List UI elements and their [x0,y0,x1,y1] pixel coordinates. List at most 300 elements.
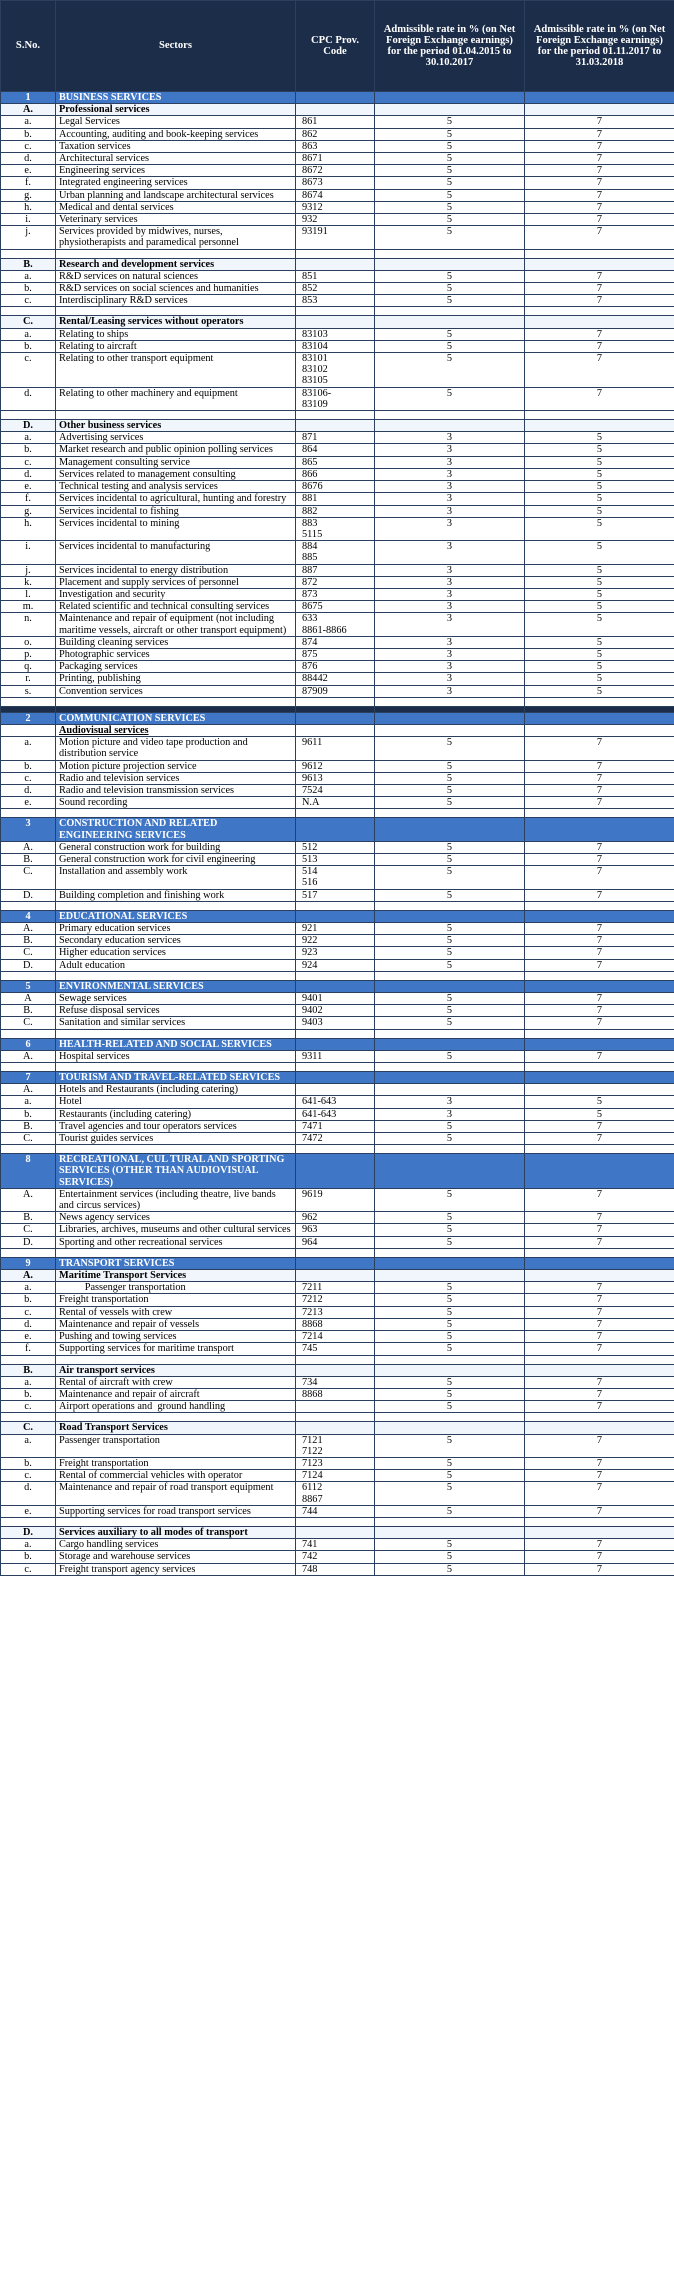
empty-cell [296,1422,375,1434]
row-sno: h. [1,201,56,213]
row-rate-2017-2018: 7 [525,226,674,249]
row-sno: a. [1,1539,56,1551]
row-rate-2015-2017: 3 [375,601,525,613]
row-rate-2017-2018: 5 [525,613,674,636]
spacer-cell [296,971,375,980]
spacer-cell [296,411,375,420]
row-rate-2015-2017: 3 [375,481,525,493]
table-row [1,456,674,468]
spacer-cell [296,1517,375,1526]
row-rate-2017-2018: 5 [525,636,674,648]
table-row [1,387,674,410]
empty-cell [296,92,375,104]
row-sector: Libraries, archives, museums and other cultural services [56,1224,296,1236]
row-sno: C. [1,1224,56,1236]
table-row [1,1005,674,1017]
row-cpc-code: 887 [296,564,375,576]
spacer-row [1,307,674,316]
row-rate-2017-2018: 7 [525,853,674,865]
spacer-cell [525,1063,674,1072]
section-title: TOURISM AND TRAVEL-RELATED SERVICES [56,1072,296,1084]
row-sno: s. [1,685,56,697]
row-sno: B. [1,1364,56,1376]
subsection-title: Road Transport Services [56,1422,296,1434]
row-cpc-code: 923 [296,947,375,959]
empty-cell [296,1257,375,1269]
spacer-cell [296,697,375,706]
row-rate-2015-2017: 3 [375,673,525,685]
row-sector: Freight transportation [56,1294,296,1306]
row-sno: g. [1,189,56,201]
row-rate-2017-2018: 7 [525,784,674,796]
row-cpc-code: 641-643 [296,1096,375,1108]
spacer-cell [56,249,296,258]
subsection-row [1,1422,674,1434]
row-sno: g. [1,505,56,517]
row-sno: b. [1,1457,56,1469]
row-rate-2015-2017: 5 [375,1376,525,1388]
subsection-title: Air transport services [56,1364,296,1376]
row-rate-2015-2017: 5 [375,1306,525,1318]
row-cpc-code: 8675 [296,601,375,613]
row-rate-2015-2017: 5 [375,270,525,282]
subsection-row [1,316,674,328]
row-sector: Medical and dental services [56,201,296,213]
row-sector: Building cleaning services [56,636,296,648]
empty-cell [375,316,525,328]
table-row [1,493,674,505]
spacer-cell [525,971,674,980]
row-cpc-code: 513 [296,853,375,865]
spacer-cell [1,1517,56,1526]
row-sector: Market research and public opinion polling services [56,444,296,456]
row-sno: 5 [1,980,56,992]
row-rate-2015-2017: 5 [375,1388,525,1400]
row-sno: h. [1,517,56,540]
row-rate-2015-2017: 3 [375,636,525,648]
empty-cell [525,104,674,116]
row-sector: Cargo handling services [56,1539,296,1551]
row-sector: Placement and supply services of personnel [56,576,296,588]
row-cpc-code: 741 [296,1539,375,1551]
empty-cell [525,258,674,270]
row-rate-2017-2018: 7 [525,1306,674,1318]
row-cpc-code: 871 [296,432,375,444]
empty-cell [375,1422,525,1434]
row-cpc-code: 512 [296,841,375,853]
row-sno: r. [1,673,56,685]
row-cpc-code: 8676 [296,481,375,493]
table-row [1,576,674,588]
row-sno: b. [1,444,56,456]
row-rate-2017-2018: 7 [525,128,674,140]
row-rate-2017-2018: 5 [525,673,674,685]
subsection-row [1,104,674,116]
spacer-cell [525,901,674,910]
row-rate-2015-2017: 5 [375,1343,525,1355]
empty-cell [375,1154,525,1189]
row-rate-2015-2017: 5 [375,165,525,177]
row-sno: e. [1,1505,56,1517]
row-cpc-code: 8672 [296,165,375,177]
row-sno: b. [1,1388,56,1400]
row-sector: Hotels and Restaurants (including catering) [56,1084,296,1096]
row-sector: Integrated engineering services [56,177,296,189]
empty-cell [525,818,674,841]
row-rate-2017-2018: 7 [525,1188,674,1211]
row-sector: Hospital services [56,1050,296,1062]
table-row [1,889,674,901]
row-sno: a. [1,328,56,340]
row-rate-2017-2018 [525,1084,674,1096]
spacer-cell [56,1248,296,1257]
row-rate-2015-2017: 5 [375,1120,525,1132]
row-sno: c. [1,295,56,307]
spacer-cell [1,1248,56,1257]
spacer-cell [375,809,525,818]
row-sector: Architectural services [56,153,296,165]
table-row [1,153,674,165]
row-rate-2017-2018: 7 [525,201,674,213]
row-sno: d. [1,153,56,165]
row-sector: R&D services on social sciences and humanities [56,283,296,295]
empty-cell [375,712,525,724]
row-sector: Relating to other machinery and equipment [56,387,296,410]
header-sectors: Sectors [56,1,296,92]
empty-cell [296,818,375,841]
empty-cell [525,1422,674,1434]
row-sno: p. [1,648,56,660]
table-row [1,140,674,152]
row-rate-2015-2017: 5 [375,1457,525,1469]
row-sno: C. [1,947,56,959]
spacer-row [1,249,674,258]
section-title: EDUCATIONAL SERVICES [56,910,296,922]
row-rate-2017-2018: 7 [525,935,674,947]
row-sno: d. [1,1482,56,1505]
spacer-cell [525,809,674,818]
row-sno: 8 [1,1154,56,1189]
row-sno: 6 [1,1038,56,1050]
row-cpc-code: 9402 [296,1005,375,1017]
row-cpc-code: 6112 8867 [296,1482,375,1505]
table-row [1,1318,674,1330]
row-rate-2017-2018: 7 [525,1120,674,1132]
row-sno: D. [1,1526,56,1538]
row-rate-2017-2018: 5 [525,517,674,540]
row-cpc-code [296,1084,375,1096]
row-rate-2015-2017: 3 [375,456,525,468]
row-sector: Travel agencies and tour operators services [56,1120,296,1132]
row-cpc-code [296,1401,375,1413]
table-row [1,353,674,388]
row-rate-2015-2017: 3 [375,517,525,540]
row-sector: Radio and television services [56,772,296,784]
row-sector: Services incidental to agricultural, hunting and forestry [56,493,296,505]
row-sector: Hotel [56,1096,296,1108]
row-sno: d. [1,468,56,480]
spacer-cell [56,1063,296,1072]
row-rate-2017-2018: 5 [525,505,674,517]
table-row [1,1120,674,1132]
empty-cell [296,258,375,270]
row-cpc-code: 8868 [296,1318,375,1330]
row-rate-2015-2017: 5 [375,760,525,772]
row-sector: Primary education services [56,923,296,935]
row-sno: a. [1,1434,56,1457]
row-sno: c. [1,456,56,468]
spacer-row [1,1517,674,1526]
row-rate-2015-2017: 5 [375,935,525,947]
row-rate-2015-2017: 3 [375,661,525,673]
row-rate-2015-2017: 5 [375,340,525,352]
table-row [1,1306,674,1318]
table-row [1,1236,674,1248]
empty-cell [375,1526,525,1538]
row-rate-2017-2018: 5 [525,1108,674,1120]
row-sno: A. [1,1050,56,1062]
row-cpc-code: 873 [296,588,375,600]
row-rate-2015-2017: 5 [375,1434,525,1457]
row-sector: General construction work for building [56,841,296,853]
spacer-cell [375,901,525,910]
subsection-title: Research and development services [56,258,296,270]
row-cpc-code: 9312 [296,201,375,213]
row-sno: n. [1,613,56,636]
empty-cell [296,1038,375,1050]
row-sector: Related scientific and technical consulting services [56,601,296,613]
empty-cell [375,980,525,992]
row-sector: Supporting services for maritime transport [56,1343,296,1355]
row-rate-2015-2017: 3 [375,685,525,697]
spacer-row [1,1413,674,1422]
row-rate-2017-2018: 5 [525,564,674,576]
spacer-row [1,1355,674,1364]
header-rate-2017-2018: Admissible rate in % (on Net Foreign Exchange earnings) for the period 01.11.2017 to 31.03.2018 [525,1,674,92]
row-cpc-code: 884 885 [296,541,375,564]
row-rate-2017-2018: 5 [525,468,674,480]
row-sno: D. [1,420,56,432]
spacer-cell [525,1355,674,1364]
row-sno: C. [1,866,56,889]
section-row [1,910,674,922]
row-sno: C. [1,1017,56,1029]
table-row [1,283,674,295]
empty-cell [525,420,674,432]
row-rate-2015-2017: 5 [375,226,525,249]
table-row [1,444,674,456]
row-sector: Taxation services [56,140,296,152]
table-row [1,1212,674,1224]
empty-cell [525,1154,674,1189]
row-sno: j. [1,226,56,249]
section-row [1,92,674,104]
row-rate-2015-2017: 5 [375,387,525,410]
row-rate-2017-2018: 7 [525,387,674,410]
row-rate-2015-2017: 3 [375,444,525,456]
row-rate-2015-2017: 5 [375,784,525,796]
row-sector: Sewage services [56,993,296,1005]
row-sno: A. [1,1084,56,1096]
spacer-cell [1,901,56,910]
table-row [1,1282,674,1294]
row-rate-2015-2017: 5 [375,1505,525,1517]
row-rate-2017-2018: 7 [525,772,674,784]
row-rate-2017-2018: 7 [525,214,674,226]
row-rate-2017-2018: 7 [525,1212,674,1224]
spacer-cell [375,249,525,258]
row-cpc-code: 9619 [296,1188,375,1211]
row-rate-2017-2018: 7 [525,295,674,307]
table-row [1,772,674,784]
row-sno: d. [1,1318,56,1330]
row-rate-2017-2018: 7 [525,841,674,853]
row-cpc-code: 852 [296,283,375,295]
table-row [1,1470,674,1482]
spacer-cell [56,971,296,980]
row-sector: Tourist guides services [56,1133,296,1145]
row-sno: b. [1,1294,56,1306]
row-rate-2017-2018: 5 [525,444,674,456]
subsection-title: Other business services [56,420,296,432]
row-rate-2017-2018: 7 [525,1236,674,1248]
row-cpc-code: 962 [296,1212,375,1224]
row-cpc-code: 7472 [296,1133,375,1145]
table-row [1,661,674,673]
row-sno: l. [1,588,56,600]
empty-cell [296,1154,375,1189]
row-rate-2015-2017: 5 [375,283,525,295]
row-sector: Freight transport agency services [56,1563,296,1575]
spacer-cell [525,307,674,316]
row-cpc-code: 633 8861-8866 [296,613,375,636]
row-cpc-code: 7213 [296,1306,375,1318]
row-sno: c. [1,1563,56,1575]
empty-cell [525,712,674,724]
section-title: TRANSPORT SERVICES [56,1257,296,1269]
row-sno: c. [1,1470,56,1482]
spacer-cell [56,809,296,818]
row-cpc-code: 872 [296,576,375,588]
row-sector: Motion picture and video tape production and distribution service [56,737,296,760]
row-rate-2017-2018: 7 [525,1563,674,1575]
row-rate-2017-2018: 7 [525,1017,674,1029]
row-rate-2017-2018: 7 [525,283,674,295]
row-rate-2017-2018: 7 [525,328,674,340]
row-cpc-code: 876 [296,661,375,673]
section-title: ENVIRONMENTAL SERVICES [56,980,296,992]
row-sno: d. [1,784,56,796]
spacer-cell [296,249,375,258]
table-row [1,468,674,480]
row-rate-2015-2017: 5 [375,772,525,784]
row-rate-2015-2017 [375,1084,525,1096]
empty-cell [296,724,375,736]
table-row [1,1457,674,1469]
subsection-title: Services auxiliary to all modes of transport [56,1526,296,1538]
empty-cell [375,258,525,270]
row-sector: Pushing and towing services [56,1331,296,1343]
row-sector: Rental of vessels with crew [56,1306,296,1318]
table-row [1,935,674,947]
row-rate-2017-2018: 7 [525,1133,674,1145]
row-cpc-code: 88442 [296,673,375,685]
empty-cell [296,1526,375,1538]
row-sector: Services incidental to mining [56,517,296,540]
spacer-cell [296,809,375,818]
row-rate-2017-2018: 7 [525,153,674,165]
row-rate-2015-2017: 3 [375,1108,525,1120]
row-cpc-code: 83104 [296,340,375,352]
row-rate-2017-2018: 7 [525,140,674,152]
row-rate-2015-2017: 3 [375,468,525,480]
spacer-row [1,971,674,980]
empty-cell [525,724,674,736]
row-sector: Building completion and finishing work [56,889,296,901]
spacer-cell [375,1063,525,1072]
table-row [1,165,674,177]
table-row [1,737,674,760]
row-rate-2015-2017: 3 [375,613,525,636]
row-rate-2015-2017: 5 [375,295,525,307]
row-sector: Maintenance and repair of road transport equipment [56,1482,296,1505]
table-row [1,116,674,128]
row-rate-2017-2018: 7 [525,1482,674,1505]
table-row [1,993,674,1005]
row-rate-2015-2017: 5 [375,1294,525,1306]
spacer-cell [56,1517,296,1526]
row-sector: Maintenance and repair of vessels [56,1318,296,1330]
empty-cell [525,980,674,992]
spacer-cell [375,1355,525,1364]
empty-cell [296,712,375,724]
row-sno: i. [1,541,56,564]
empty-cell [375,724,525,736]
row-cpc-code: 864 [296,444,375,456]
row-sector: Secondary education services [56,935,296,947]
row-sector: Relating to other transport equipment [56,353,296,388]
subsection-title: Rental/Leasing services without operators [56,316,296,328]
row-rate-2017-2018: 5 [525,456,674,468]
row-cpc-code: 7211 [296,1282,375,1294]
table-row [1,1434,674,1457]
empty-cell [296,104,375,116]
spacer-cell [1,1145,56,1154]
row-sno: f. [1,1343,56,1355]
row-rate-2017-2018: 7 [525,923,674,935]
spacer-row [1,1063,674,1072]
spacer-cell [525,1413,674,1422]
row-rate-2017-2018: 7 [525,1050,674,1062]
empty-cell [296,910,375,922]
spacer-row [1,809,674,818]
row-sno: A. [1,104,56,116]
spacer-cell [56,901,296,910]
row-cpc-code: 8674 [296,189,375,201]
section-row [1,1072,674,1084]
row-cpc-code: 861 [296,116,375,128]
subsection-row [1,1270,674,1282]
row-rate-2017-2018: 5 [525,432,674,444]
row-rate-2015-2017: 5 [375,1212,525,1224]
row-cpc-code: 641-643 [296,1108,375,1120]
table-row [1,613,674,636]
table-row [1,636,674,648]
row-sector: Convention services [56,685,296,697]
row-rate-2015-2017: 5 [375,328,525,340]
table-row [1,517,674,540]
subsection-row [1,1526,674,1538]
